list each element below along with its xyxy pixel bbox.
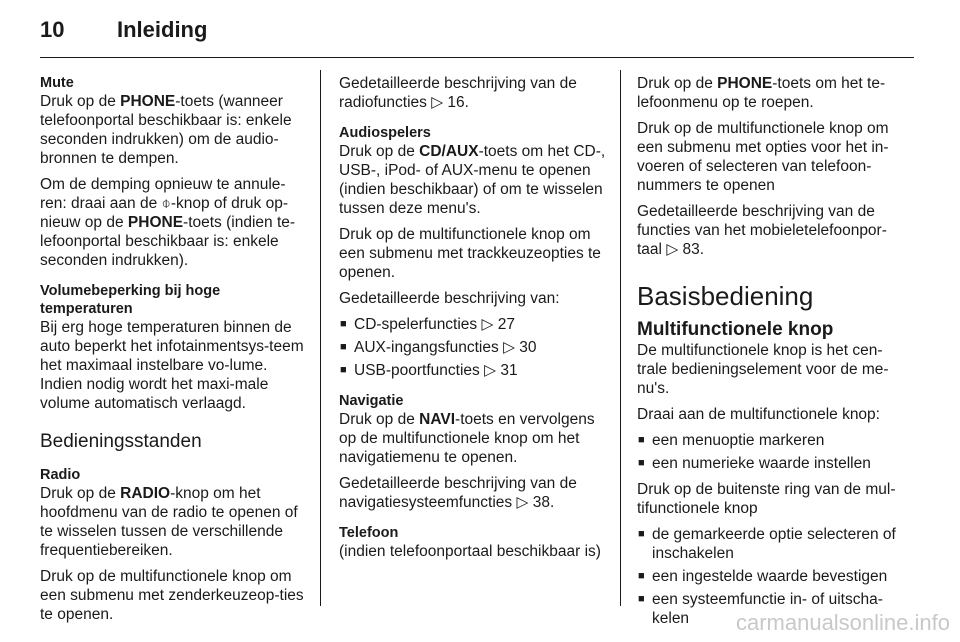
navi-key: NAVI bbox=[419, 411, 456, 428]
multifunction-knob-title: Multifunctionele knop bbox=[637, 319, 834, 340]
chapter-title: Inleiding bbox=[117, 17, 208, 42]
phone-paragraph: (indien telefoonportaal beschikbaar is) bbox=[339, 543, 601, 560]
knob-paragraph-2: Draai aan de multifunctionele knop: bbox=[637, 406, 880, 423]
radio-paragraph-1: Druk op de RADIO-knop om het hoofdmenu van de radio te openen of te wisselen tussen de verschillende frequentiebereiken. bbox=[40, 485, 298, 559]
power-knob-icon: ⌽ bbox=[161, 195, 171, 212]
mute-title: Mute bbox=[40, 75, 74, 91]
page-ref-arrow-icon: ▷ bbox=[503, 339, 515, 356]
list-item: ■ USB-poortfuncties ▷ 31 bbox=[340, 361, 607, 380]
radio-reference: Gedetailleerde beschrijving van de radiofuncties ▷ 16. bbox=[339, 75, 577, 111]
list-item: ■ de gemarkeerde optie selecteren of inschakelen bbox=[638, 525, 907, 563]
phone-paragraph-1: Druk op de PHONE-toets om het te-lefoonmenu op te roepen. bbox=[637, 75, 886, 111]
audio-paragraph-2: Druk op de multifunctionele knop om een submenu met trackkeuzeopties te openen. bbox=[339, 226, 601, 281]
phone-title: Telefoon bbox=[339, 525, 399, 541]
column-2 bbox=[339, 74, 607, 568]
mute-paragraph-2: Om de demping opnieuw te annule-ren: draai aan de ⌽-knop of druk op-nieuw op de PHONE-toets (indien te-lefoonportal beschikbaar is: enkele seconden indrukken). bbox=[40, 176, 296, 269]
audio-paragraph-1: Druk op de CD/AUX-toets om het CD-, USB-, iPod- of AUX-menu te openen (indien beschikbaar) of om te wisselen tussen deze menu's. bbox=[339, 143, 606, 217]
page-ref-arrow-icon: ▷ bbox=[516, 494, 529, 511]
mute-paragraph-1: Druk op de PHONE-toets (wanneer telefoonportal beschikbaar is: enkele seconden indrukken) om de audio-bronnen te dempen. bbox=[40, 93, 292, 167]
knob-paragraph-3: Druk op de buitenste ring van de mul-tifunctionele knop bbox=[637, 481, 896, 517]
radio-paragraph-2: Druk op de multifunctionele knop om een submenu met zenderkeuzeop-ties te openen. bbox=[40, 568, 304, 623]
navigation-paragraph-2: Gedetailleerde beschrijving van de navigatiesysteemfuncties ▷ 38. bbox=[339, 475, 577, 511]
basic-operation-heading: Basisbediening bbox=[637, 281, 814, 311]
page-number: 10 bbox=[40, 17, 65, 42]
knob-paragraph-1: De multifunctionele knop is het cen-trale bedieningselement voor de me-nu's. bbox=[637, 342, 889, 397]
cd-aux-key: CD/AUX bbox=[419, 143, 479, 160]
column-divider-1 bbox=[320, 70, 321, 606]
column-divider-2 bbox=[620, 70, 621, 606]
phone-key: PHONE bbox=[120, 93, 176, 110]
list-item: ■ CD-spelerfuncties ▷ 27 bbox=[340, 315, 607, 334]
column-1 bbox=[40, 74, 308, 631]
volume-limit-title: Volumebeperking bij hoge temperaturen bbox=[40, 283, 221, 317]
header-rule bbox=[40, 57, 914, 58]
audio-paragraph-3: Gedetailleerde beschrijving van: bbox=[339, 290, 560, 307]
list-item: ■ een numerieke waarde instellen bbox=[638, 454, 907, 473]
audio-reference-list bbox=[339, 315, 607, 380]
phone-paragraph-3: Gedetailleerde beschrijving van de functies van het mobieletelefoonpor-taal ▷ 83. bbox=[637, 203, 887, 258]
page-ref-arrow-icon: ▷ bbox=[481, 316, 494, 333]
radio-key: RADIO bbox=[120, 485, 171, 502]
watermark: carmanualsonline.info bbox=[735, 610, 950, 635]
list-item: ■ een menuoptie markeren bbox=[638, 431, 907, 450]
list-item: ■ een systeemfunctie in- of uitscha-kelen bbox=[638, 590, 907, 628]
phone-key: PHONE bbox=[717, 75, 773, 92]
list-item: ■ AUX-ingangsfuncties ▷ 30 bbox=[340, 338, 607, 357]
page-ref-arrow-icon: ▷ bbox=[666, 241, 679, 258]
column-3 bbox=[637, 74, 907, 635]
page-ref-arrow-icon: ▷ bbox=[484, 362, 497, 379]
knob-turn-list bbox=[637, 431, 907, 473]
audio-players-title: Audiospelers bbox=[339, 125, 431, 141]
page-ref-arrow-icon: ▷ bbox=[431, 94, 444, 111]
list-item: ■ een ingestelde waarde bevestigen bbox=[638, 567, 907, 586]
operating-modes-heading: Bedieningsstanden bbox=[40, 431, 202, 452]
radio-title: Radio bbox=[40, 467, 81, 483]
navigation-title: Navigatie bbox=[339, 393, 404, 409]
volume-limit-paragraph: Bij erg hoge temperaturen binnen de auto beperkt het infotainmentsys-teem het maximaal instelbare vo-lume. Indien nodig wordt het maxi-male volume automatisch verlaagd. bbox=[40, 319, 304, 412]
phone-key: PHONE bbox=[127, 214, 184, 231]
phone-paragraph-2: Druk op de multifunctionele knop om een submenu met opties voor het in-voeren of selecteren van telefoon-nummers te openen bbox=[637, 120, 889, 194]
navigation-paragraph-1: Druk op de NAVI-toets en vervolgens op de multifunctionele knop om het navigatiemenu te openen. bbox=[339, 411, 595, 466]
